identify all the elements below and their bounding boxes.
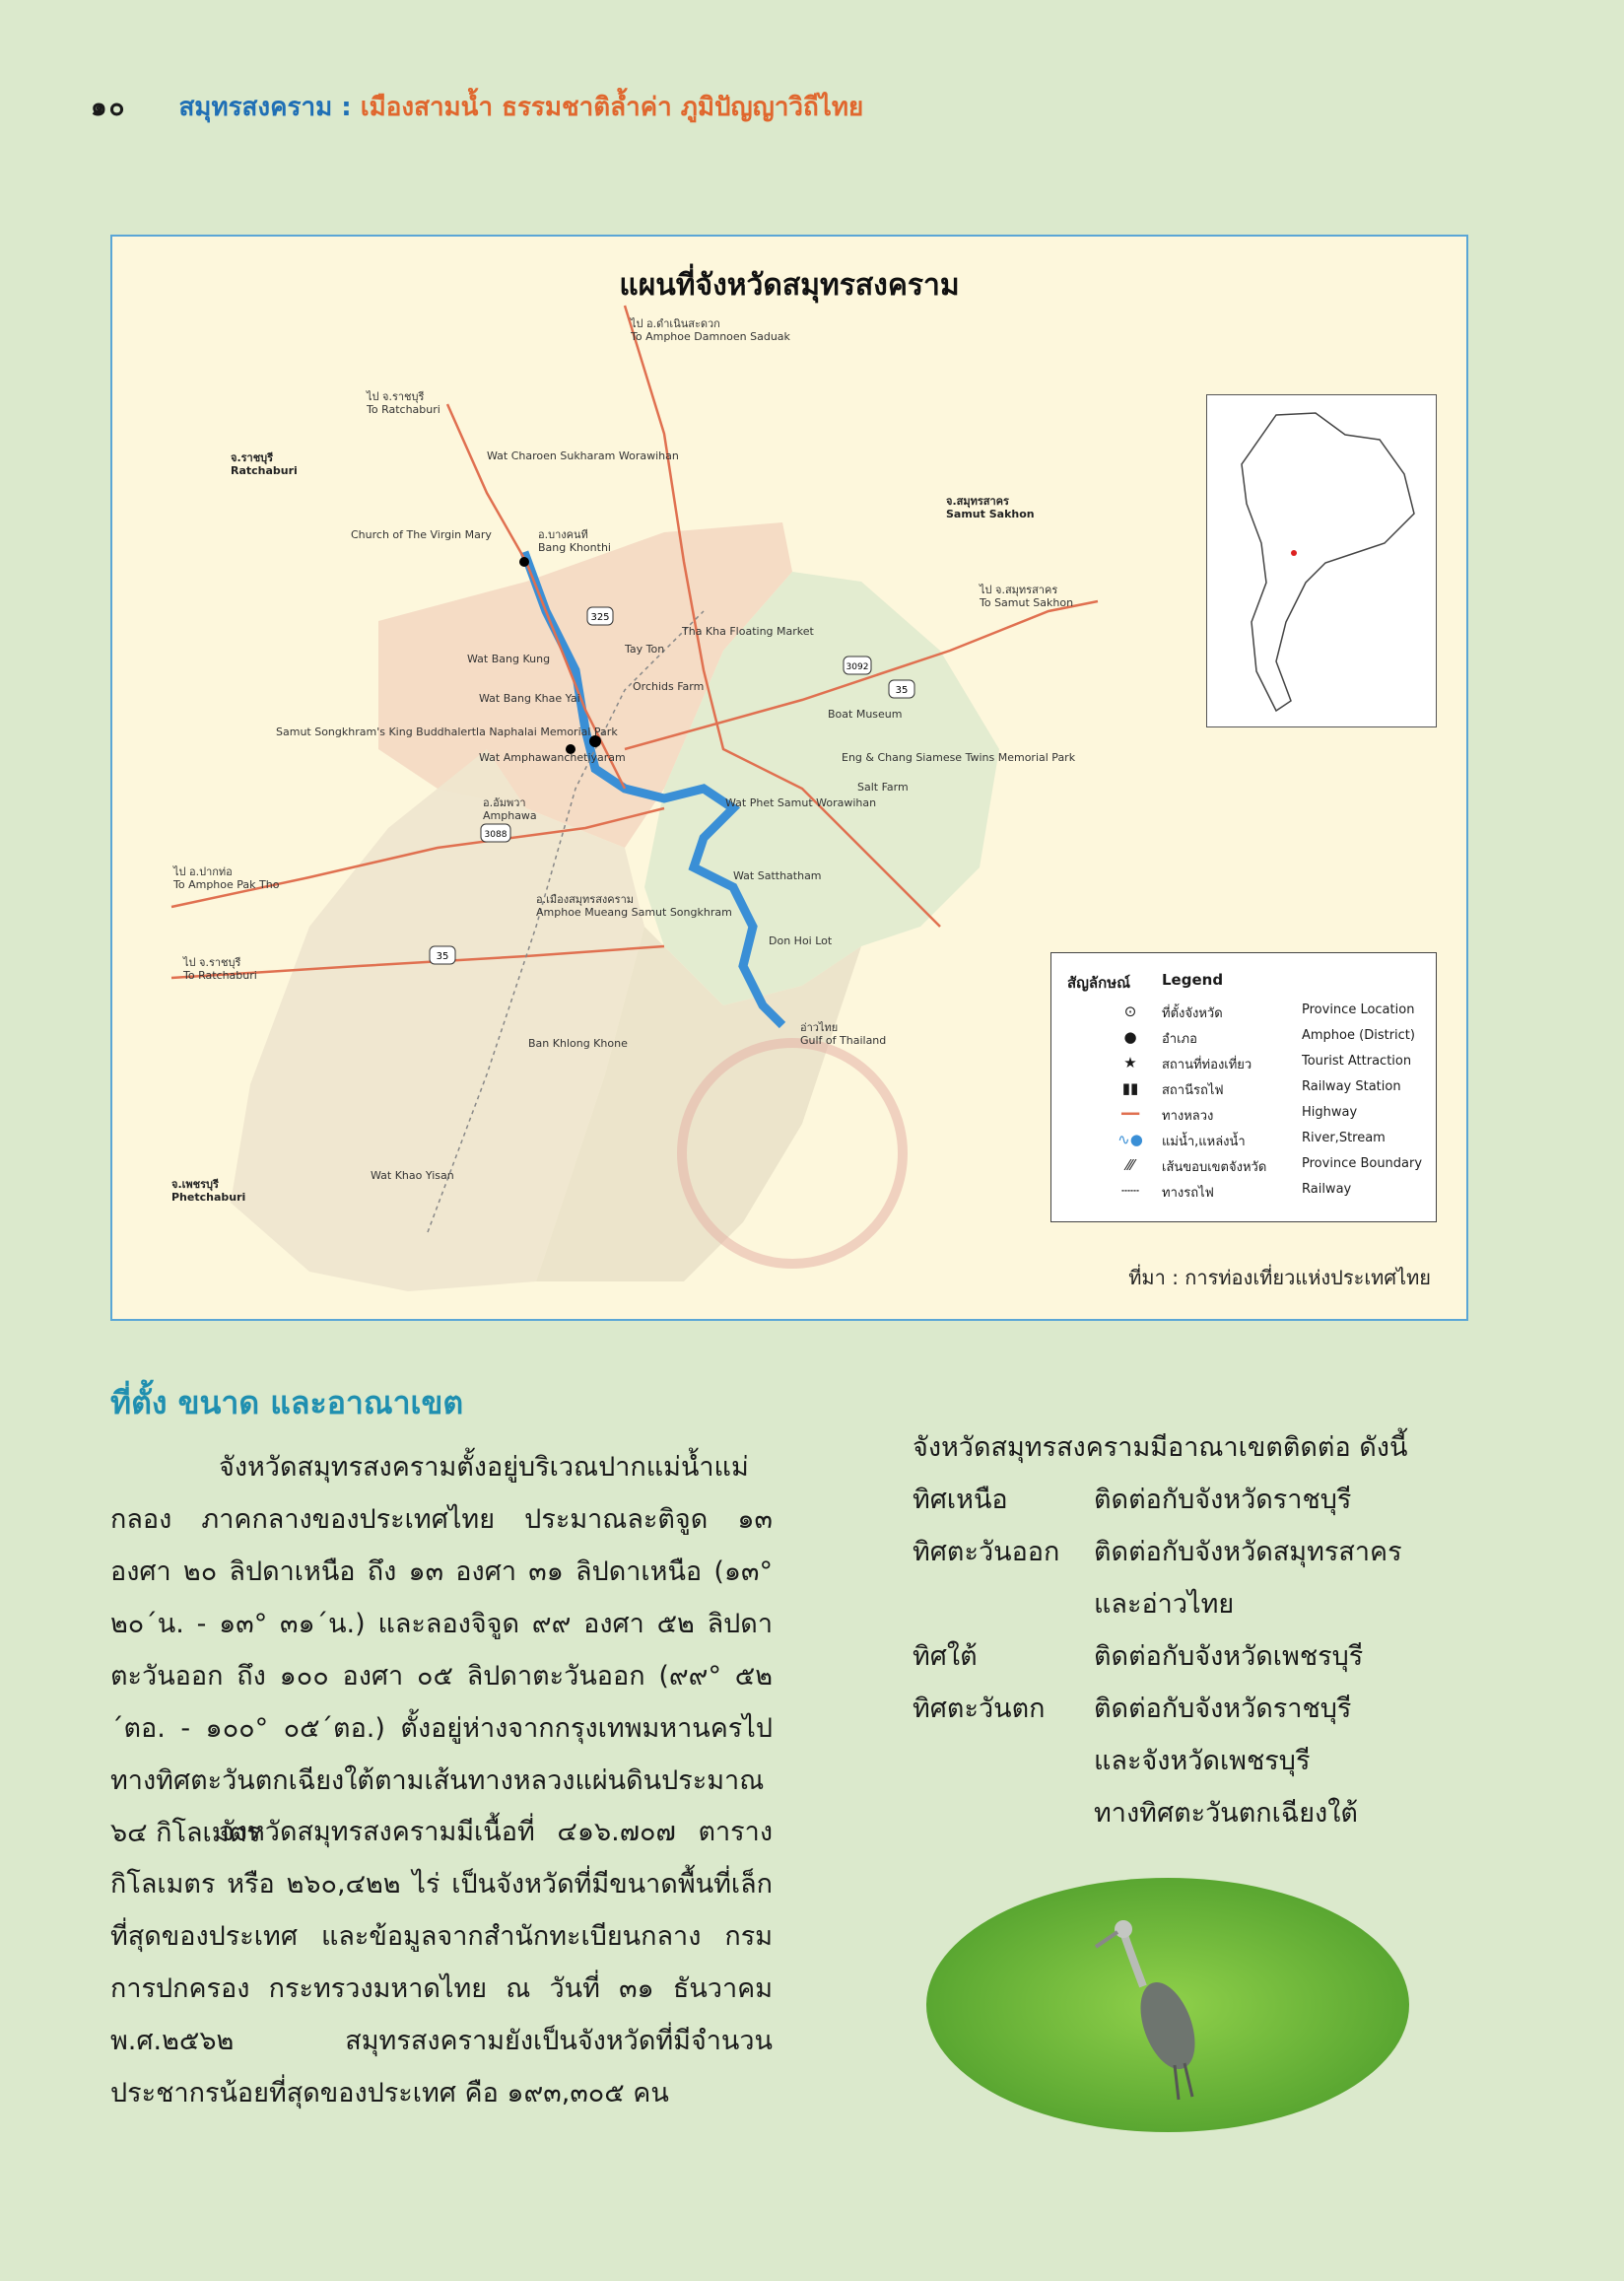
label-sathatham: Wat Satthatham bbox=[733, 869, 822, 882]
map-legend bbox=[1050, 952, 1437, 1222]
label-to-samut-sakhon: ไป จ.สมุทรสาคร To Samut Sakhon bbox=[980, 584, 1074, 609]
river-icon: ∿● bbox=[1117, 1131, 1143, 1148]
province-boundary-icon: ⁄⁄⁄ bbox=[1126, 1156, 1134, 1174]
label-amphawan: Wat Amphawanchetiyaram bbox=[479, 751, 626, 764]
legend-title-th: สัญลักษณ์ bbox=[1067, 974, 1131, 992]
legend-row: ● อำเภอ Amphoe (District) bbox=[1051, 1028, 1436, 1052]
label-samut-sakhon: จ.สมุทรสาคร Samut Sakhon bbox=[946, 495, 1035, 520]
borders-list: จังหวัดสมุทรสงครามมีอาณาเขตติดต่อ ดังนี้ ทิศเหนือ ติดต่อกับจังหวัดราชบุรี ทิศตะวันออก ติดต่อกับจังหวัดสมุทรสาคร และอ่าวไทย ทิศใต้ ติดต่อกับจังหวัดเพชรบุรี ทิศตะวันตก ติดต่อกับจังหวัดราชบุรี และจังหวัดเพชรบุรี ทางทิศตะวันตกเฉียงใต้ bbox=[913, 1421, 1407, 1839]
stork-illustration bbox=[926, 1878, 1409, 2132]
legend-row: ┄┄ ทางรถไฟ Railway bbox=[1051, 1182, 1436, 1206]
label-boat-museum: Boat Museum bbox=[828, 708, 903, 721]
thailand-outline bbox=[1207, 395, 1436, 726]
label-khao-yisan: Wat Khao Yisan bbox=[371, 1169, 454, 1182]
label-amphawa: อ.อัมพวา Amphawa bbox=[483, 796, 537, 822]
label-eng-chang: Eng & Chang Siamese Twins Memorial Park bbox=[842, 751, 1076, 764]
label-virgin-mary: Church of The Virgin Mary bbox=[351, 528, 492, 541]
amphoe-marker-bang-khonthi bbox=[519, 557, 529, 567]
page-header bbox=[91, 87, 863, 127]
label-phetchaburi: จ.เพชรบุรี Phetchaburi bbox=[171, 1178, 246, 1204]
book-title: สมุทรสงคราม : bbox=[178, 93, 352, 122]
amphoe-dot-icon: ● bbox=[1123, 1028, 1137, 1046]
label-orchid-farm: Orchids Farm bbox=[633, 680, 705, 693]
book-subtitle: เมืองสามน้ำ ธรรมชาติล้ำค่า ภูมิปัญญาวิถีไทย bbox=[360, 93, 864, 122]
railway-station-icon: ▮▮ bbox=[1121, 1079, 1139, 1097]
label-tha-kha: Tha Kha Floating Market bbox=[682, 625, 814, 638]
paragraph-location: จังหวัดสมุทรสงครามตั้งอยู่บริเวณปากแม่น้ำแม่กลอง ภาคกลางของประเทศไทย ประมาณละติจูด ๑๓ องศา ๒๐ ลิปดาเหนือ ถึง ๑๓ องศา ๓๑ ลิปดาเหนือ (๑๓° ๒๐´น. - ๑๓° ๓๑´น.) และลองจิจูด ๙๙ องศา ๕๒ ลิปดาตะวันออก ถึง ๑๐๐ องศา ๐๕ ลิปดาตะวันออก (๙๙° ๕๒´ตอ. - ๑๐๐° ๐๕´ตอ.) ตั้งอยู่ห่างจากกรุงเทพมหานครไปทางทิศตะวันตกเฉียงใต้ตามเส้นทางหลวงแผ่นดินประมาณ ๖๔ กิโลเมตร bbox=[110, 1452, 773, 1848]
legend-row: ▮▮ สถานีรถไฟ Railway Station bbox=[1051, 1079, 1436, 1103]
svg-text:35: 35 bbox=[895, 685, 909, 696]
label-gulf: อ่าวไทย Gulf of Thailand bbox=[800, 1021, 887, 1047]
label-to-pak-tho: ไป อ.ปากท่อ To Amphoe Pak Tho bbox=[173, 865, 280, 891]
thailand-inset-map bbox=[1206, 394, 1437, 727]
label-don-hoi: Don Hoi Lot bbox=[769, 934, 833, 947]
province-location-icon: ⊙ bbox=[1123, 1002, 1137, 1020]
label-ratchaburi: จ.ราชบุรี Ratchaburi bbox=[231, 451, 298, 477]
svg-text:325: 325 bbox=[590, 612, 610, 623]
border-row-east: ทิศตะวันออก ติดต่อกับจังหวัดสมุทรสาคร bbox=[913, 1537, 1402, 1567]
legend-row: ━━ ทางหลวง Highway bbox=[1051, 1105, 1436, 1129]
stork-photo bbox=[926, 1878, 1409, 2132]
label-to-ratchaburi-bottom: ไป จ.ราชบุรี To Ratchaburi bbox=[183, 956, 257, 982]
route-shield-3088 bbox=[481, 824, 510, 842]
railway-line-icon: ┄┄ bbox=[1120, 1182, 1140, 1200]
map-title: แผนที่จังหวัดสมุทรสงคราม bbox=[619, 268, 960, 303]
label-mueang: อ.เมืองสมุทรสงคราม Amphoe Mueang Samut Songkhram bbox=[536, 893, 732, 919]
label-to-ratchaburi-top: ไป จ.ราชบุรี To Ratchaburi bbox=[367, 390, 440, 416]
star-icon: ★ bbox=[1123, 1054, 1137, 1071]
svg-text:35: 35 bbox=[436, 951, 449, 962]
legend-title-en: Legend bbox=[1162, 971, 1224, 989]
borders-intro: จังหวัดสมุทรสงครามมีอาณาเขตติดต่อ ดังนี้ bbox=[913, 1432, 1408, 1463]
label-to-damnoen: ไป อ.ดำเนินสะดวก To Amphoe Damnoen Saduak bbox=[631, 317, 790, 343]
legend-row: ⁄⁄⁄ เส้นขอบเขตจังหวัด Province Boundary bbox=[1051, 1156, 1436, 1180]
route-shield-325 bbox=[587, 607, 613, 625]
legend-row: ⊙ ที่ตั้งจังหวัด Province Location bbox=[1051, 1002, 1436, 1026]
svg-text:3088: 3088 bbox=[484, 830, 508, 840]
border-row-north: ทิศเหนือ ติดต่อกับจังหวัดราชบุรี bbox=[913, 1485, 1352, 1515]
paragraph-area: จังหวัดสมุทรสงครามมีเนื้อที่ ๔๑๖.๗๐๗ ตารางกิโลเมตร หรือ ๒๖๐,๔๒๒ ไร่ เป็นจังหวัดที่มีขนาดพื้นที่เล็กที่สุดของประเทศ และข้อมูลจากสำนักทะเบียนกลาง กรมการปกครอง กระทรวงมหาดไทย ณ วันที่ ๓๑ ธันวาคม พ.ศ.๒๕๖๒ สมุทรสงครามยังเป็นจังหวัดที่มีจำนวนประชากรน้อยที่สุดของประเทศ คือ ๑๙๓,๓๐๕ คน bbox=[110, 1817, 773, 2108]
label-khlong-khone: Ban Khlong Khone bbox=[528, 1037, 628, 1050]
border-row-south: ทิศใต้ ติดต่อกับจังหวัดเพชรบุรี bbox=[913, 1641, 1364, 1672]
label-bang-kung: Wat Bang Kung bbox=[467, 653, 551, 665]
route-shield-35-east bbox=[889, 680, 914, 698]
label-wat-charoen: Wat Charoen Sukharam Worawihan bbox=[487, 449, 679, 462]
section-title: ที่ตั้ง ขนาด และอาณาเขต bbox=[110, 1384, 464, 1421]
legend-row: ★ สถานที่ท่องเที่ยว Tourist Attraction bbox=[1051, 1054, 1436, 1077]
label-king-park: Samut Songkhram's King Buddhalertla Naphalai Memorial Park bbox=[276, 726, 618, 738]
svg-text:3092: 3092 bbox=[846, 662, 869, 672]
legend-row: ∿● แม่น้ำ,แหล่งน้ำ River,Stream bbox=[1051, 1131, 1436, 1154]
label-tay-ton: Tay Ton bbox=[625, 643, 665, 656]
label-bang-khae: Wat Bang Khae Yai bbox=[479, 692, 580, 705]
page-number: ๑๐ bbox=[91, 93, 127, 122]
province-map bbox=[110, 235, 1468, 1321]
route-shield-3092 bbox=[844, 657, 871, 674]
highway-line-icon: ━━ bbox=[1120, 1105, 1140, 1123]
border-row-west: ทิศตะวันตก ติดต่อกับจังหวัดราชบุรี bbox=[913, 1693, 1352, 1724]
label-bang-khonthi: อ.บางคนที Bang Khonthi bbox=[538, 528, 611, 554]
map-source: ที่มา : การท่องเที่ยวแห่งประเทศไทย bbox=[1128, 1266, 1431, 1289]
label-phet-samut: Wat Phet Samut Worawihan bbox=[725, 796, 877, 809]
route-shield-35-west bbox=[430, 946, 455, 964]
label-salt-farm: Salt Farm bbox=[857, 781, 909, 794]
